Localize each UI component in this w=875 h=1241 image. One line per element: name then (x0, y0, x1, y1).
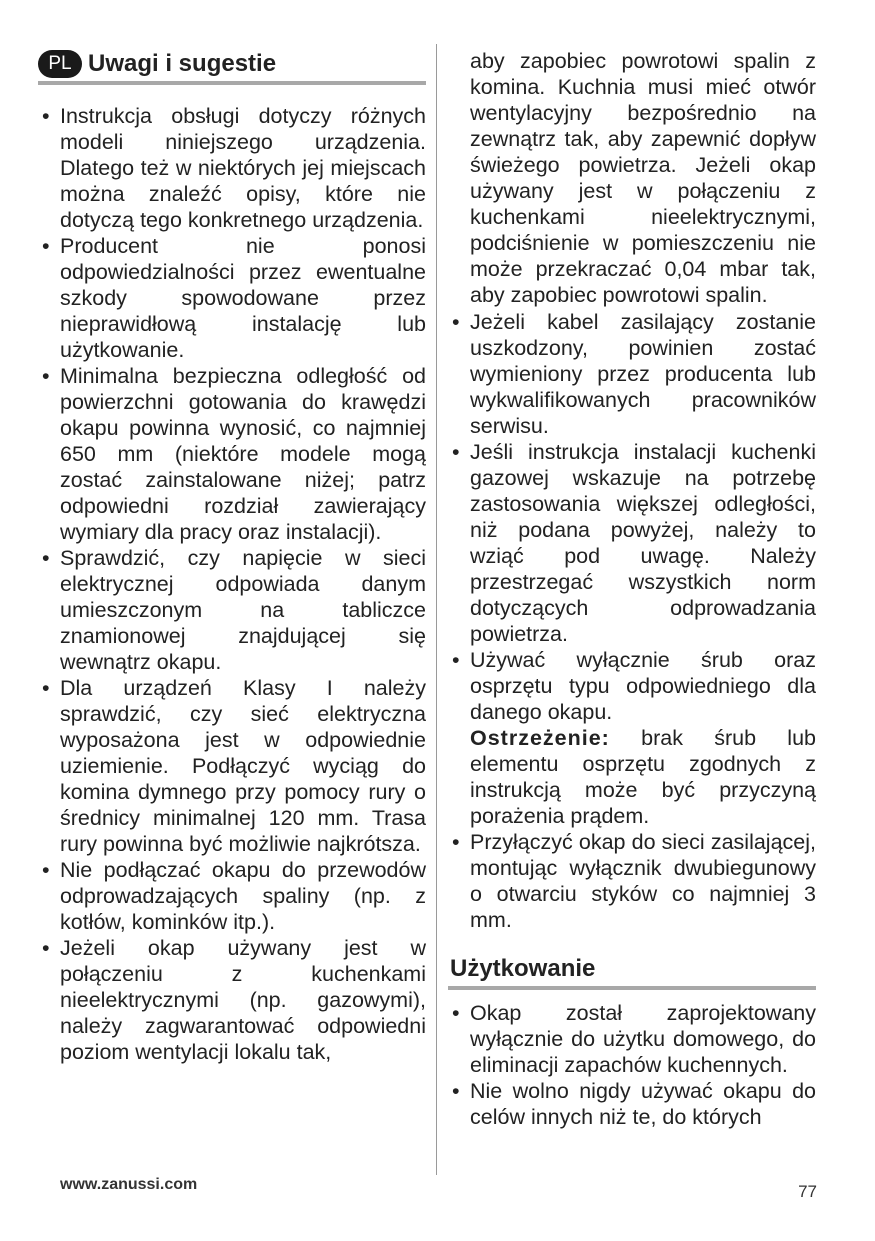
column-divider (436, 44, 437, 1175)
right-list (448, 309, 816, 725)
warning-note (448, 725, 816, 829)
list-item: • Instrukcja obsługi dotyczy różnych modeli niniejszego urządzenia. Dlatego też w niektórych jej miejscach można znaleźć opisy, które nie dotyczą tego konkretnego urządzenia. (38, 103, 426, 233)
language-badge: PL (38, 50, 82, 78)
list-item: • Nie podłączać okapu do przewodów odprowadzających spaliny (np. z kotłów, kominków itp.). (38, 857, 426, 935)
list-item: • Jeśli instrukcja instalacji kuchenki gazowej wskazuje na potrzebę zastosowania większej odległości, niż podana powyżej, należy to wziąć pod uwagę. Należy przestrzegać wszystkich norm dotyczących odprowadzania powietrza. (448, 439, 816, 647)
list-item: • Okap został zaprojektowany wyłącznie do użytku domowego, do eliminacji zapachów kuchennych. (448, 1000, 816, 1078)
left-column (38, 48, 426, 1065)
section-title: Uwagi i sugestie (88, 50, 277, 77)
list-item: • Jeżeli okap używany jest w połączeniu z kuchenkami nieelektrycznymi (np. gazowymi), należy zagwarantować odpowiedni poziom wentylacji lokalu tak, (38, 935, 426, 1065)
footer-url[interactable]: www.zanussi.com (60, 1176, 198, 1193)
list-item: • Przyłączyć okap do sieci zasilającej, montując wyłącznik dwubiegunowy o otwarciu styków co najmniej 3 mm. (448, 829, 816, 933)
section2-header (448, 953, 816, 990)
warning-label: Ostrzeżenie: (470, 726, 610, 750)
right-list-continued (448, 829, 816, 933)
section2-rule (448, 986, 816, 990)
warning-text: brak śrub lub elementu osprzętu zgodnych z instrukcją może być przyczyną porażenia prądem. (470, 726, 816, 828)
section-rule (38, 81, 426, 85)
list-item: • Sprawdzić, czy napięcie w sieci elektrycznej odpowiada danym umieszczonym na tabliczce znamionowej znajdującej się wewnątrz okapu. (38, 545, 426, 675)
list-item: • Nie wolno nigdy używać okapu do celów innych niż te, do których (448, 1078, 816, 1130)
right-column (448, 48, 816, 1130)
list-item: • Producent nie ponosi odpowiedzialności przez ewentualne szkody spowodowane przez nieprawidłową instalację lub użytkowanie. (38, 233, 426, 363)
section2-title: Użytkowanie (450, 955, 596, 982)
continued-paragraph: aby zapobiec powrotowi spalin z komina. Kuchnia musi mieć otwór wentylacyjny bezpośrednio na zewnątrz tak, aby zapewnić dopływ świeżego powietrza. Jeżeli okap używany jest w połączeniu z kuchenkami nieelektrycznymi, podciśnienie w pomieszczeniu nie może przekraczać 0,04 mbar tak, aby zapobiec powrotowi spalin. (470, 49, 816, 307)
section2-list (448, 1000, 816, 1130)
list-item: • Dla urządzeń Klasy I należy sprawdzić, czy sieć elektryczna wyposażona jest w odpowiednie uziemienie. Podłączyć wyciąg do komina dymnego przy pomocy rury o średnicy minimalnej 120 mm. Trasa rury powinna być możliwie najkrótsza. (38, 675, 426, 857)
section-header (38, 48, 426, 80)
page-number: 77 (798, 1182, 817, 1201)
left-list (38, 103, 426, 1065)
list-item: • Używać wyłącznie śrub oraz osprzętu typu odpowiedniego dla danego okapu. (448, 647, 816, 725)
list-item: • Jeżeli kabel zasilający zostanie uszkodzony, powinien zostać wymieniony przez producenta lub wykwalifikowanych pracowników serwisu. (448, 309, 816, 439)
list-item: • Minimalna bezpieczna odległość od powierzchni gotowania do krawędzi okapu powinna wynosić, co najmniej 650 mm (niektóre modele mogą zostać zainstalowane niżej; patrz odpowiedni rozdział zawierający wymiary dla pracy oraz instalacji). (38, 363, 426, 545)
